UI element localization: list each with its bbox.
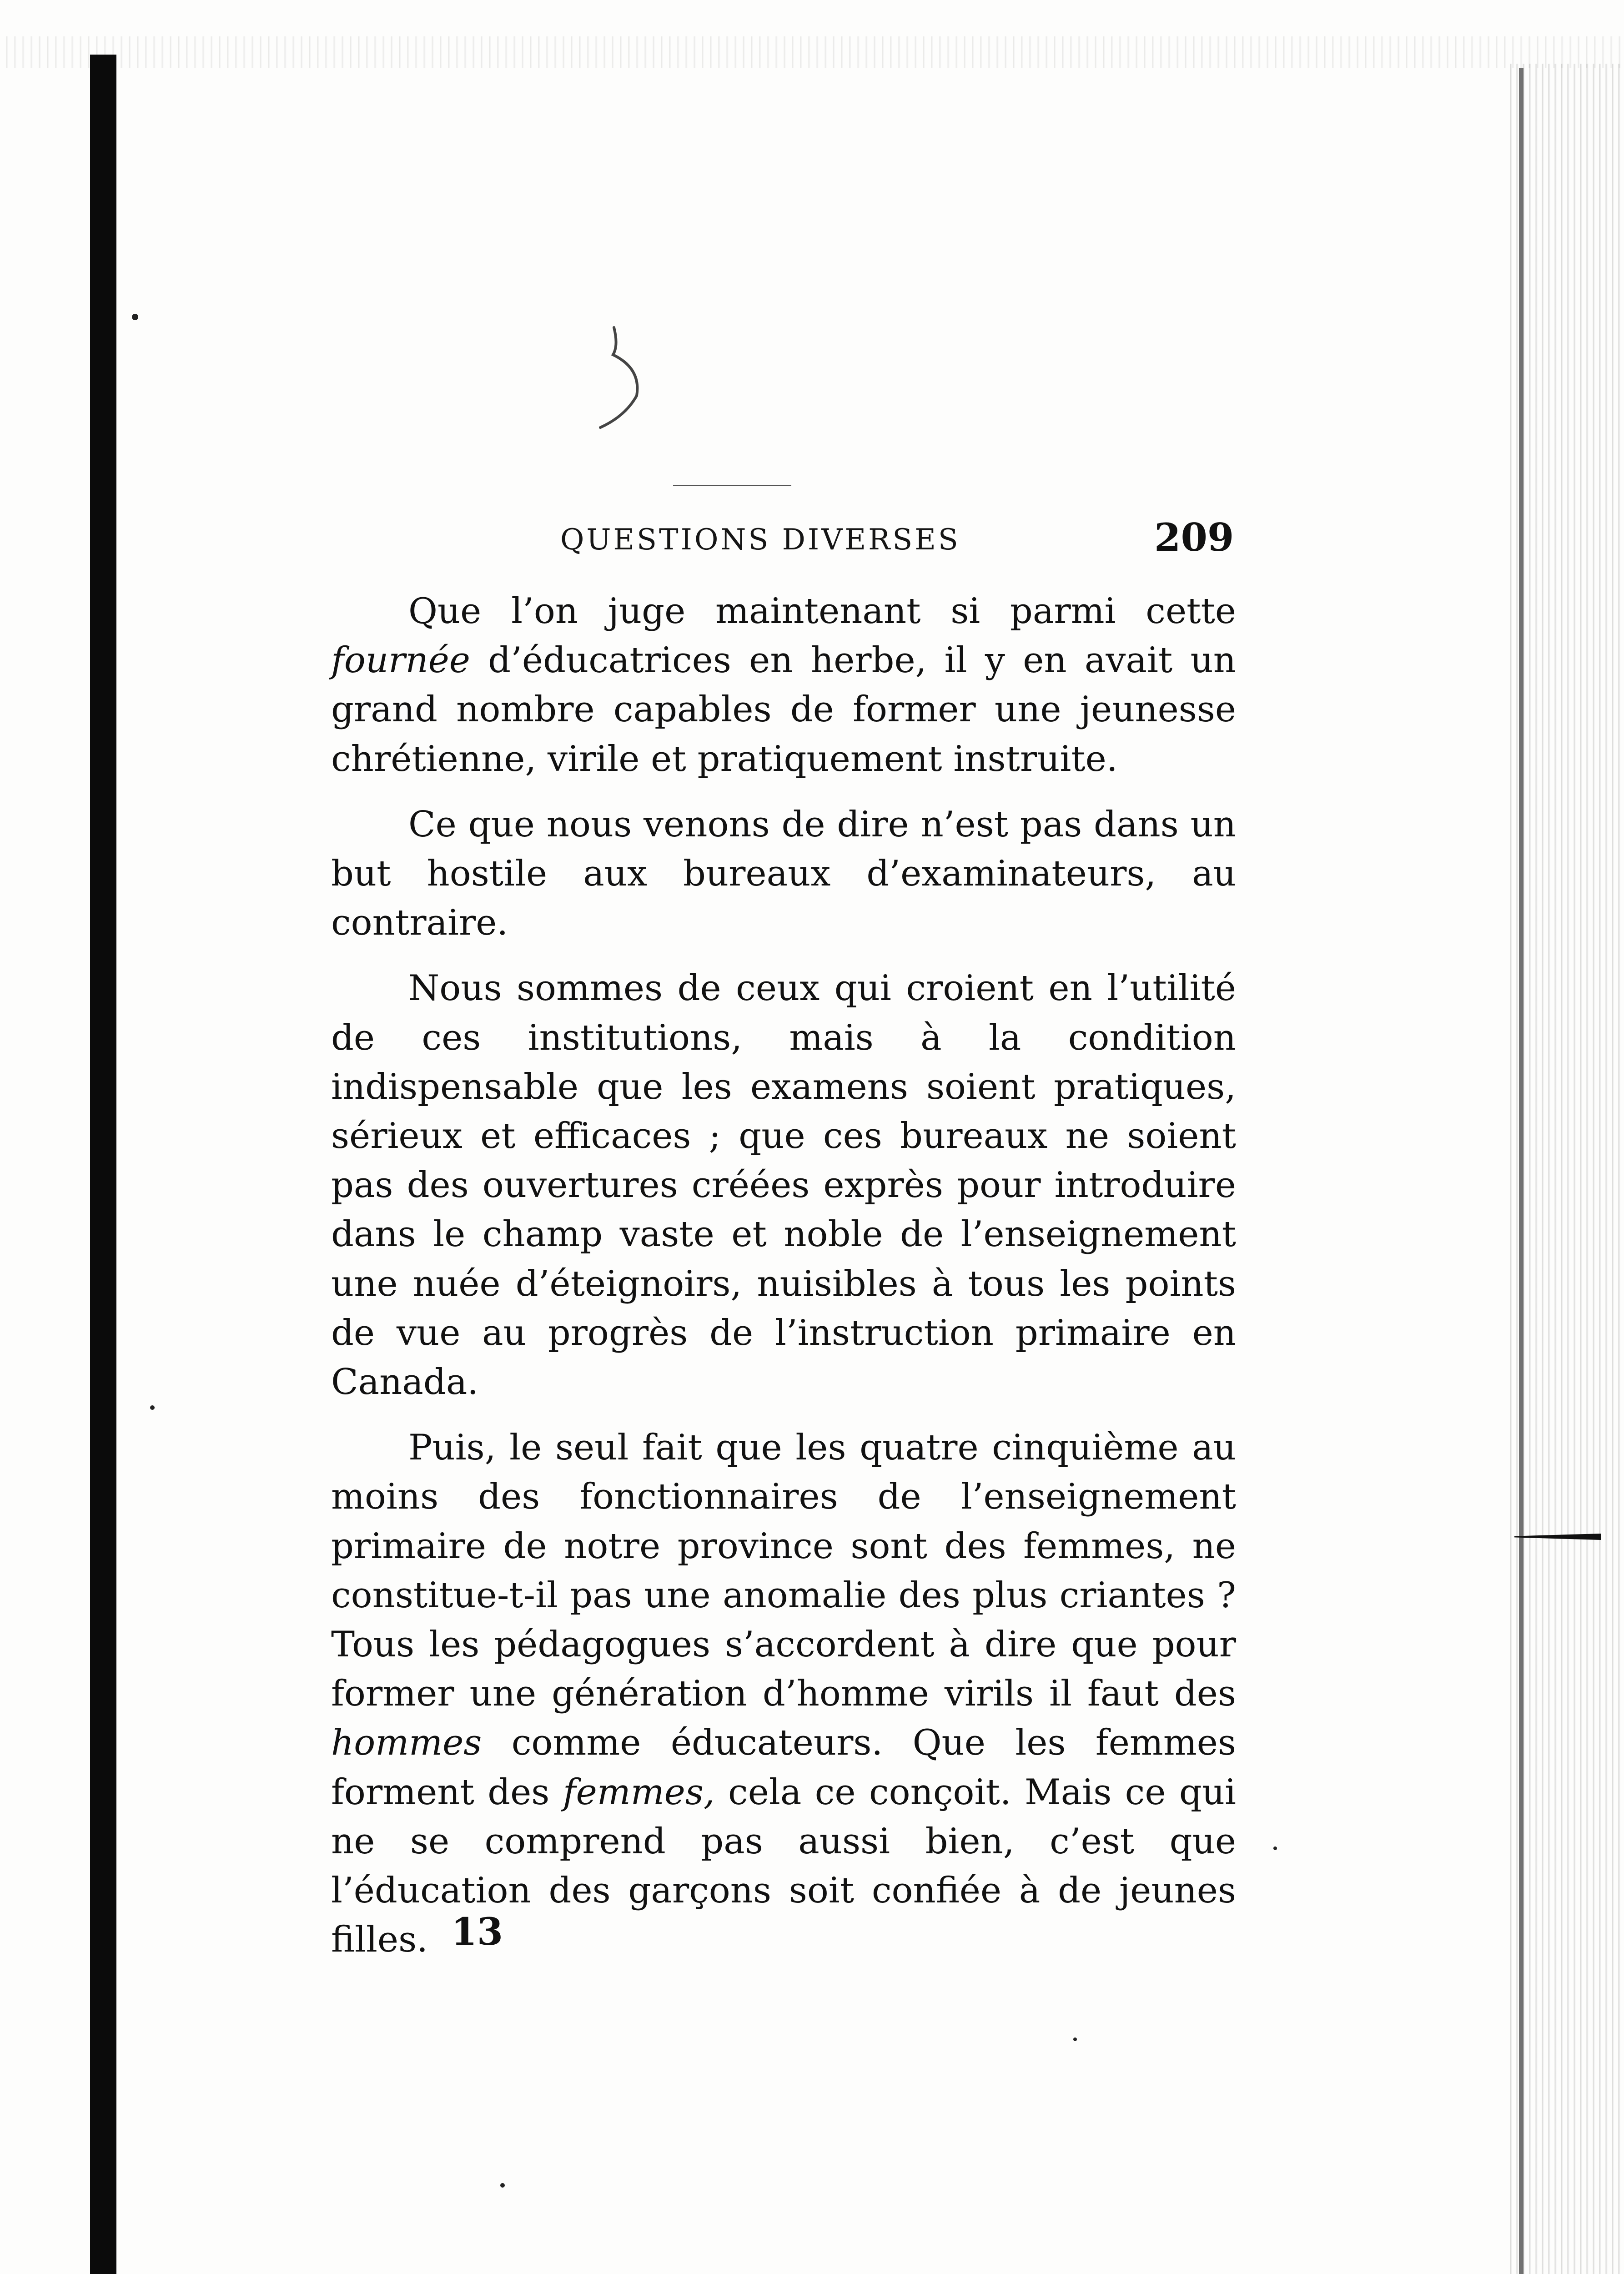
running-head: QUESTIONS DIVERSES (560, 523, 960, 557)
paragraph-1-text-end: d’éducatrices en herbe, il y en avait un grand nombre capables de former une jeunesse chrétienne, virile et pratiquement instruite. (331, 640, 1236, 780)
scan-speck (132, 314, 138, 320)
paragraph-1-italic: fournée (331, 640, 470, 681)
scan-speck (1273, 1846, 1277, 1850)
scan-noise-top (0, 36, 1624, 68)
scan-speck (500, 2183, 505, 2188)
paragraph-1 (331, 587, 1236, 784)
scan-speck (150, 1405, 155, 1410)
paragraph-2: Ce que nous venons de dire n’est pas dans un but hostile aux bureaux d’examinateurs, au contraire. (331, 804, 1236, 944)
binding-edge (90, 55, 116, 2274)
signature-mark: 13 (451, 1910, 503, 1954)
paragraph-4-italic-femmes: femmes, (563, 1771, 715, 1813)
scan-speck (1073, 2038, 1077, 2041)
paragraph-4-text-mid: comme éducateurs. Que les femmes forment des (331, 1722, 1236, 1813)
paragraph-4-italic-hommes: hommes (331, 1722, 482, 1764)
page-number: 209 (1154, 515, 1234, 560)
paragraph-1-text: Que l’on juge maintenant si parmi cette (408, 591, 1236, 632)
header-rule (673, 485, 791, 486)
paragraph-3: Nous sommes de ceux qui croient en l’utilité de ces institutions, mais à la condition indispensable que les examens soient pratiques, sérieux et efficaces ; que ces bureaux ne soient pas des ouvertures créées exprès pour introduire dans le champ vaste et noble de l’enseignement une nuée d’éteignoirs, nuisibles à tous les points de vue au progrès de l’instruction primaire en Canada. (331, 968, 1236, 1403)
pencil-stroke-mark (582, 318, 655, 437)
page-edge-line (1519, 68, 1523, 2274)
paragraph-4-text-end: cela ce conçoit. Mais ce qui ne se comprend pas aussi bien, c’est que l’éducation des garçons soit confiée à de jeunes filles. (331, 1771, 1237, 1961)
paragraph-4-text: Puis, le seul fait que les quatre cinquième au moins des fonctionnaires de l’enseignement primaire de notre province sont des femmes, ne constitue-t-il pas une anomalie des plus criantes ? Tous les pédagogues s’accordent à dire que pour former une génération d’homme virils il faut des (331, 1427, 1236, 1715)
paragraph-4 (331, 1423, 1236, 1964)
body-text (331, 587, 1236, 1981)
scan-noise-right (1506, 64, 1624, 2274)
